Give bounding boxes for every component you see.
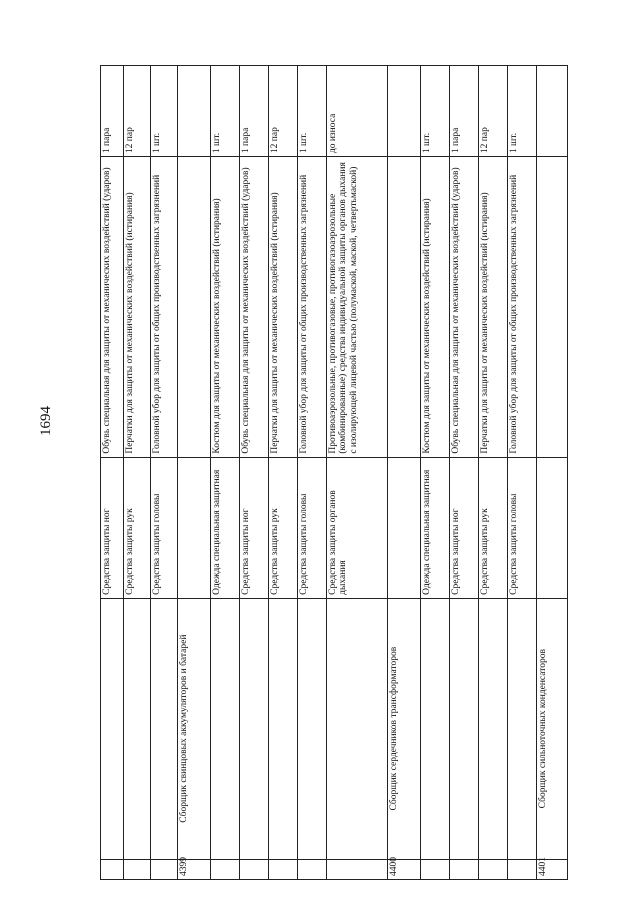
code-cell [151,859,178,879]
norm-cell: до износа [327,66,388,157]
table-row [211,66,240,880]
table-row [151,66,178,880]
table-row [240,66,269,880]
ppe-norms-table [100,65,568,880]
occupation-cell [124,598,151,859]
item-cell: Головной убор для защиты от общих производственных загрязнений [508,157,537,458]
category-cell: Одежда специальная защитная [211,457,240,598]
category-cell: Средства защиты органов дыхания [327,457,388,598]
table-row [508,66,537,880]
item-cell [537,157,568,458]
norm-cell: 1 шт. [298,66,327,157]
code-cell: 4401 [537,859,568,879]
norm-cell [178,66,211,157]
norm-cell: 1 шт. [421,66,450,157]
item-cell: Обувь специальная для защиты от механических воздействий (ударов) [240,157,269,458]
item-cell [388,157,421,458]
occupation-cell: Сборщик свинцовых аккумуляторов и батарей [178,598,211,859]
table-row [269,66,298,880]
norm-cell: 1 шт. [151,66,178,157]
item-cell: Перчатки для защиты от механических воздействий (истирания) [269,157,298,458]
code-cell [508,859,537,879]
category-cell [388,457,421,598]
code-cell [240,859,269,879]
item-cell: Головной убор для защиты от общих производственных загрязнений [298,157,327,458]
norm-cell: 12 пар [269,66,298,157]
item-cell: Обувь специальная для защиты от механических воздействий (ударов) [101,157,124,458]
item-cell: Перчатки для защиты от механических воздействий (истирания) [479,157,508,458]
page-number: 1694 [38,406,54,436]
category-cell [178,457,211,598]
code-cell [479,859,508,879]
occupation-cell [211,598,240,859]
ppe-norms-table-frame [100,65,548,880]
code-cell [450,859,479,879]
norm-cell: 12 пар [479,66,508,157]
category-cell: Одежда специальная защитная [421,457,450,598]
item-cell [178,157,211,458]
table-row [421,66,450,880]
occupation-cell [450,598,479,859]
norm-cell: 1 пара [240,66,269,157]
occupation-cell: Сборщик сердечников трансформаторов [388,598,421,859]
code-cell [124,859,151,879]
table-row [178,66,211,880]
category-cell [537,457,568,598]
code-cell: 4400 [388,859,421,879]
occupation-cell [151,598,178,859]
table-row [388,66,421,880]
code-cell [298,859,327,879]
code-cell [101,859,124,879]
item-cell: Костюм для защиты от механических воздействий (истирания) [211,157,240,458]
occupation-cell [327,598,388,859]
occupation-cell: Сборщик сильноточных конденсаторов [537,598,568,859]
table-row [537,66,568,880]
category-cell: Средства защиты рук [269,457,298,598]
norm-cell: 12 пар [124,66,151,157]
table-row [327,66,388,880]
norm-cell: 1 шт. [211,66,240,157]
code-cell [327,859,388,879]
table-row [298,66,327,880]
table-row [124,66,151,880]
occupation-cell [298,598,327,859]
category-cell: Средства защиты головы [151,457,178,598]
occupation-cell [479,598,508,859]
table-row [479,66,508,880]
category-cell: Средства защиты ног [240,457,269,598]
item-cell: Обувь специальная для защиты от механических воздействий (ударов) [450,157,479,458]
table-row [450,66,479,880]
code-cell [211,859,240,879]
item-cell: Головной убор для защиты от общих производственных загрязнений [151,157,178,458]
occupation-cell [240,598,269,859]
norm-cell [388,66,421,157]
occupation-cell [269,598,298,859]
item-cell: Костюм для защиты от механических воздействий (истирания) [421,157,450,458]
norm-cell: 1 пара [101,66,124,157]
category-cell: Средства защиты головы [508,457,537,598]
item-cell: Перчатки для защиты от механических воздействий (истирания) [124,157,151,458]
code-cell [269,859,298,879]
item-cell: Противоаэрозольные, противогазовые, противогазоаэрозольные (комбинированные) средства индивидуальной защиты органов дыхания с изолирующей лицевой частью (полумаской, маской, четвертьмаской) [327,157,388,458]
occupation-cell [101,598,124,859]
norm-cell: 1 шт. [508,66,537,157]
code-cell [421,859,450,879]
category-cell: Средства защиты головы [298,457,327,598]
category-cell: Средства защиты рук [479,457,508,598]
norm-cell: 1 пара [450,66,479,157]
category-cell: Средства защиты ног [450,457,479,598]
rotated-table-wrapper [100,65,548,880]
occupation-cell [421,598,450,859]
norm-cell [537,66,568,157]
category-cell: Средства защиты ног [101,457,124,598]
table-row [101,66,124,880]
occupation-cell [508,598,537,859]
code-cell: 4399 [178,859,211,879]
category-cell: Средства защиты рук [124,457,151,598]
